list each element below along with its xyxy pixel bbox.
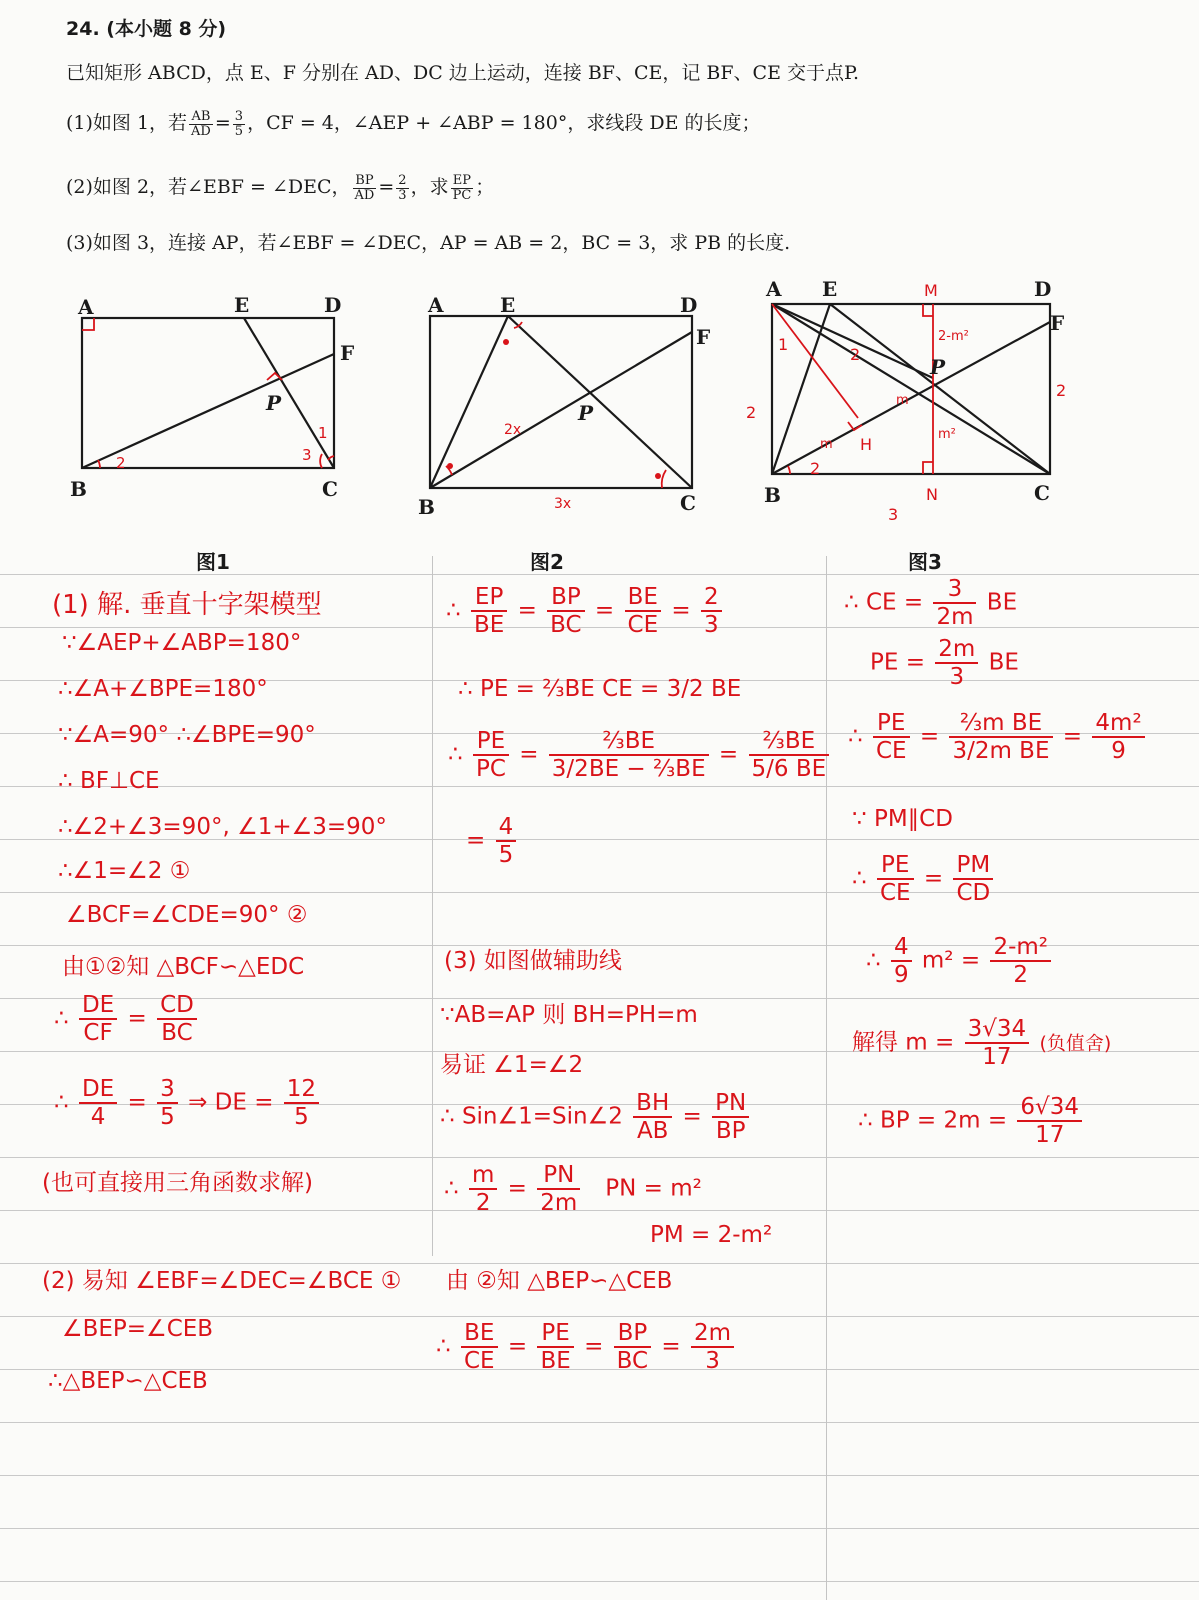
fig2-label-p: P bbox=[578, 401, 594, 425]
sol3-line4: ∴ $\frac{m}{2}$ = $\frac{PN}{2m}$ PN = m² bbox=[444, 1162, 702, 1216]
sol3-c6: ∴ $\frac{4}{9}$ m² = $\frac{\text{2-m²}}{2}$ bbox=[866, 934, 1054, 988]
fig2-label-b: B bbox=[418, 495, 435, 519]
fig3-angle-2-arc bbox=[788, 466, 790, 474]
fig3-label-h: H bbox=[860, 435, 873, 454]
sol1-line10: ∴ $\frac{DE}{4}$ = $\frac{3}{5}$ ⇒ DE = $\frac{12}{5}$ bbox=[54, 1076, 322, 1130]
sol1-line8: 由①②知 △BCF∽△EDC bbox=[62, 954, 305, 980]
sol3-c2: PE = $\frac{2m}{3}$ BE bbox=[870, 636, 1019, 690]
sol3-line5: PM = 2-m² bbox=[650, 1222, 773, 1248]
sol1-line4: ∴ BF⊥CE bbox=[58, 768, 160, 794]
fig3-line-ah bbox=[772, 304, 861, 418]
fig3-label-f: F bbox=[1050, 311, 1065, 335]
problem-part1: (1)如图 1，若 $\frac{AB}{AD}$ = $\frac{3}{5}$ ，CF = 4，∠AEP + ∠ABP = 180°，求线段 DE 的长度； bbox=[66, 108, 761, 139]
fig2-label-f: F bbox=[696, 325, 711, 349]
sol3-c4: ∵ PM∥CD bbox=[852, 806, 953, 832]
fig3-label-m: M bbox=[924, 281, 938, 300]
sol3-c3: ∴ $\frac{PE}{CE}$ = $\frac{\text{⅔m BE}}{\text{3/2m BE}}$ = $\frac{\text{4m²}}{9}$ bbox=[848, 710, 1148, 764]
fig3-right-angle-n bbox=[923, 462, 933, 474]
figure-3-caption: 图3 bbox=[908, 550, 942, 574]
sol3-line3: ∴ Sin∠1=Sin∠2 $\frac{BH}{AB}$ = $\frac{PN}{BP}$ bbox=[440, 1090, 752, 1144]
fig3-len-bh: m bbox=[820, 437, 833, 452]
fig3-label-d: D bbox=[1034, 277, 1052, 301]
figure-2 bbox=[410, 270, 730, 520]
fig1-angle-1: 1 bbox=[318, 424, 328, 442]
fig3-len-ab: 2 bbox=[746, 403, 757, 422]
fig1-label-d: D bbox=[324, 293, 342, 317]
sol2-r2: ∴ PE = ⅔BE CE = 3/2 BE bbox=[458, 676, 742, 702]
sol2-r1: ∴ $\frac{EP}{BE}$ = $\frac{BP}{BC}$ = $\frac{BE}{CE}$ = $\frac{2}{3}$ bbox=[446, 584, 725, 638]
p1-value: $\frac{3}{5}$ bbox=[234, 108, 244, 139]
sol3-line1: ∵AB=AP 则 BH=PH=m bbox=[440, 1002, 698, 1028]
fig2-angle-c-arc bbox=[662, 470, 666, 488]
figure-1 bbox=[60, 270, 380, 510]
p1-ratio: $\frac{AB}{AD}$ bbox=[191, 108, 211, 139]
fig2-line-be bbox=[430, 316, 508, 488]
p1-prefix: (1)如图 1，若 bbox=[66, 112, 188, 134]
figure-1-caption: 图1 bbox=[196, 550, 230, 574]
fig3-line-ap bbox=[772, 304, 933, 378]
sol2-r4: = $\frac{4}{5}$ bbox=[466, 814, 519, 868]
sol3-c1: ∴ CE = $\frac{3}{2m}$ BE bbox=[844, 576, 1018, 630]
sol1-line7: ∠BCF=∠CDE=90° ② bbox=[66, 902, 308, 928]
p2-ask: $\frac{EP}{PC}$ bbox=[452, 172, 472, 203]
problem-stem: 已知矩形 ABCD，点 E、F 分别在 AD、DC 边上运动，连接 BF、CE，记 BF、CE 交于点P. bbox=[66, 62, 859, 84]
fig1-label-a: A bbox=[78, 295, 94, 319]
fig1-right-angle-a bbox=[82, 318, 94, 330]
p2-prefix: (2)如图 2，若∠EBF = ∠DEC， bbox=[66, 176, 351, 198]
sol1-line2: ∴∠A+∠BPE=180° bbox=[58, 676, 268, 702]
sol3-c8: ∴ BP = 2m = $\frac{6√34}{17}$ bbox=[858, 1094, 1085, 1148]
fig3-right-angle-h bbox=[848, 422, 862, 430]
sol3-title: (3) 如图做辅助线 bbox=[444, 948, 622, 974]
fig3-angle-2: 2 bbox=[810, 459, 821, 478]
fig1-label-p: P bbox=[266, 391, 282, 415]
fig2-line-ec bbox=[508, 316, 692, 488]
fig3-angle-1: 1 bbox=[778, 335, 789, 354]
fig3-len-pn: m² bbox=[938, 427, 956, 442]
problem-part3: (3)如图 3，连接 AP，若∠EBF = ∠DEC，AP = AB = 2，BC = 3，求 PB 的长度. bbox=[66, 232, 791, 254]
sol2-r3: ∴ $\frac{PE}{PC}$ = $\frac{\text{⅔BE}}{\text{3/2BE − ⅔BE}}$ = $\frac{\text{⅔BE}}{5/6 BE}$ bbox=[448, 728, 832, 782]
fig1-right-angle-p bbox=[267, 373, 282, 380]
sol2-line1: (2) 易知 ∠EBF=∠DEC=∠BCE ① bbox=[42, 1268, 402, 1294]
fig2-line-bf bbox=[430, 332, 692, 488]
problem-header: 24. (本小题 8 分) bbox=[66, 18, 227, 40]
fig2-label-c: C bbox=[680, 491, 696, 515]
fig3-label-e: E bbox=[822, 277, 838, 301]
fig3-label-p: P bbox=[930, 355, 946, 379]
fig1-label-f: F bbox=[340, 341, 355, 365]
fig3-line-bf bbox=[772, 322, 1050, 474]
fig3-label-a: A bbox=[766, 277, 782, 301]
fig3-len-ph: m bbox=[896, 393, 909, 408]
fig3-label-n: N bbox=[926, 485, 938, 504]
fig2-label-e: E bbox=[500, 293, 516, 317]
fig3-len-ap: 2 bbox=[850, 345, 861, 364]
fig1-label-b: B bbox=[70, 477, 87, 501]
fig2-label-d: D bbox=[680, 293, 698, 317]
sol1-line3: ∵∠A=90° ∴∠BPE=90° bbox=[58, 722, 316, 748]
fig1-rectangle bbox=[82, 318, 334, 468]
sol1-title: (1) 解. 垂直十字架模型 bbox=[52, 590, 322, 620]
sol2-line4: 由 ②知 △BEP∽△CEB bbox=[446, 1268, 673, 1294]
p1-rest: ，CF = 4，∠AEP + ∠ABP = 180°，求线段 DE 的长度； bbox=[247, 112, 761, 134]
fig1-angle-3-arc bbox=[320, 454, 322, 468]
sol3-c5: ∴ $\frac{PE}{CE}$ = $\frac{PM}{CD}$ bbox=[852, 852, 996, 906]
figure-2-caption: 图2 bbox=[530, 550, 564, 574]
fig3-label-b: B bbox=[764, 483, 781, 507]
sol1-line1: ∵∠AEP+∠ABP=180° bbox=[62, 630, 302, 656]
figure-3 bbox=[746, 270, 1080, 540]
fig3-right-angle-m bbox=[923, 304, 933, 316]
fig1-angle-2: 2 bbox=[116, 454, 126, 472]
fig1-line-bf bbox=[82, 354, 334, 468]
sol1-line5: ∴∠2+∠3=90°, ∠1+∠3=90° bbox=[58, 814, 387, 840]
sol2-line5: ∴ $\frac{BE}{CE}$ = $\frac{PE}{BE}$ = $\frac{BP}{BC}$ = $\frac{2m}{3}$ bbox=[436, 1320, 737, 1374]
fig3-label-c: C bbox=[1034, 481, 1050, 505]
problem-part2: (2)如图 2，若∠EBF = ∠DEC， $\frac{BP}{AD}$ = $\frac{2}{3}$ ，求 $\frac{EP}{PC}$ ； bbox=[66, 172, 495, 203]
fig2-len-2x: 2x bbox=[504, 422, 522, 438]
fig3-len-pm: 2-m² bbox=[938, 329, 969, 344]
sol1-line6: ∴∠1=∠2 ① bbox=[58, 858, 191, 884]
fig1-line-ce bbox=[244, 318, 334, 468]
sol1-note: (也可直接用三角函数求解) bbox=[42, 1170, 313, 1196]
fig2-label-a: A bbox=[428, 293, 444, 317]
fig1-label-c: C bbox=[322, 477, 338, 501]
fig1-angle-3: 3 bbox=[302, 446, 312, 464]
fig3-line-ac bbox=[772, 304, 1050, 474]
fig2-mark-c bbox=[655, 473, 661, 479]
sol3-c7: 解得 m = $\frac{3√34}{17}$ (负值舍) bbox=[852, 1016, 1112, 1070]
fig3-len-bc: 3 bbox=[888, 505, 899, 524]
p2-ratio: $\frac{BP}{AD}$ bbox=[354, 172, 375, 203]
sol2-line3: ∴△BEP∽△CEB bbox=[48, 1368, 208, 1394]
fig2-mark-b bbox=[447, 463, 453, 469]
fig1-label-e: E bbox=[234, 293, 250, 317]
sol1-line9: ∴ $\frac{DE}{CF}$ = $\frac{CD}{BC}$ bbox=[54, 992, 200, 1046]
fig2-mark-a bbox=[503, 339, 509, 345]
p2-value: $\frac{2}{3}$ bbox=[398, 172, 407, 203]
sol3-line2: 易证 ∠1=∠2 bbox=[440, 1052, 584, 1078]
fig2-len-3x: 3x bbox=[554, 496, 572, 512]
fig3-len-cd: 2 bbox=[1056, 381, 1067, 400]
sol2-line2: ∠BEP=∠CEB bbox=[62, 1316, 214, 1342]
